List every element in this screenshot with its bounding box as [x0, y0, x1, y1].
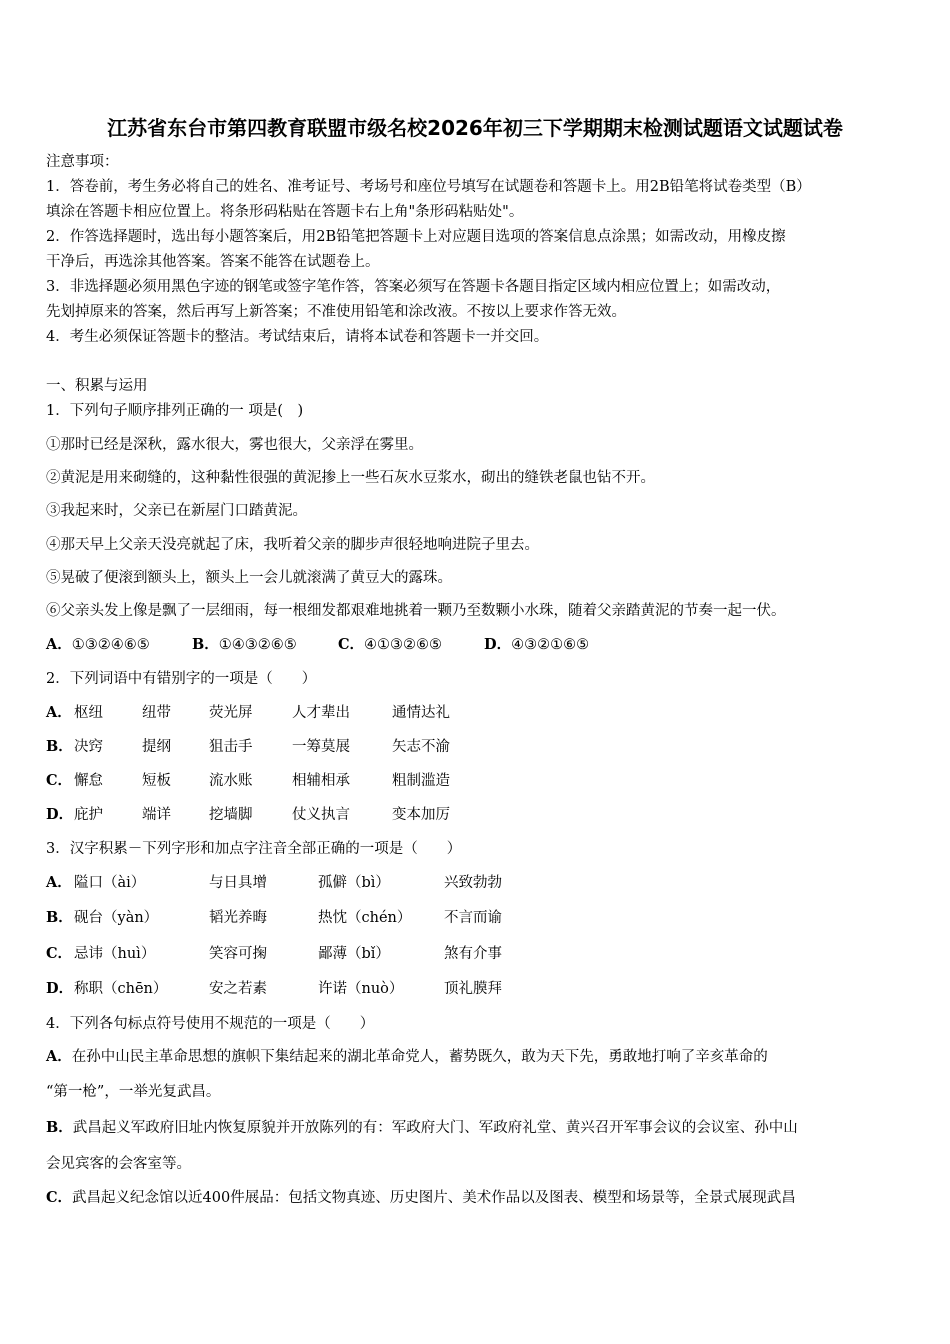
question-stem: 1．下列句子顺序排列正确的一 项是( ) [46, 403, 304, 419]
word: 安之若素 [209, 981, 267, 997]
page-title: 江苏省东台市第四教育联盟市级名校2026年初三下学期期末检测试题语文试题试卷 [107, 116, 843, 140]
word: 砚台（yàn） [74, 910, 159, 926]
word: 提纲 [142, 739, 171, 755]
word: 隘口（ài） [74, 875, 146, 891]
option-text: 武昌起义军政府旧址内恢复原貌并开放陈列的有：军政府大门、军政府礼堂、黄兴召开军事会议的会议室、孙中山 [72, 1120, 798, 1136]
word: 韬光养晦 [209, 910, 267, 926]
word: 庇护 [74, 807, 103, 823]
option-letter[interactable]: A． [46, 704, 72, 721]
option-letter: B． [46, 1119, 73, 1136]
word: 矢志不渝 [392, 739, 450, 755]
word: 称职（chēn） [74, 981, 168, 997]
option-letter[interactable]: D． [46, 806, 74, 823]
word: 与日具增 [209, 875, 267, 891]
word: 顶礼膜拜 [444, 981, 502, 997]
option[interactable] [46, 1047, 768, 1067]
option-letter: A． [46, 636, 72, 653]
word: 兴致勃勃 [444, 875, 502, 891]
word: 热忱（chén） [318, 910, 412, 926]
sentence: ③我起来时，父亲已在新屋门口踏黄泥。 [46, 503, 307, 519]
question-stem: 3．汉字积累－下列字形和加点字注音全部正确的一项是（ ） [46, 841, 462, 857]
sentence: ⑥父亲头发上像是飘了一层细雨，每一根细发都艰难地挑着一颗乃至数颗小水珠，随着父亲踏黄泥的节奏一起一伏。 [46, 603, 786, 619]
option-letter[interactable]: B． [46, 909, 73, 926]
word: 孤僻（bì） [318, 875, 390, 891]
word: 一筹莫展 [292, 739, 350, 755]
word: 通情达礼 [392, 705, 450, 721]
option-letter: D． [484, 636, 512, 653]
option-letter[interactable]: C． [46, 945, 73, 962]
word: 粗制滥造 [392, 773, 450, 789]
section-heading: 一、积累与运用 [46, 378, 148, 394]
word: 鄙薄（bǐ） [318, 946, 390, 962]
option-text-continued: “第一枪”，一举光复武昌。 [46, 1084, 221, 1100]
word: 人才辈出 [292, 705, 350, 721]
word: 狙击手 [209, 739, 253, 755]
option-text: ④①③②⑥⑤ [364, 637, 443, 653]
sentence: ④那天早上父亲天没亮就起了床，我听着父亲的脚步声很轻地响进院子里去。 [46, 537, 539, 553]
option-letter[interactable]: C． [46, 772, 73, 789]
word: 枢纽 [74, 705, 103, 721]
sentence: ①那时已经是深秋，露水很大，雾也很大，父亲浮在雾里。 [46, 437, 423, 453]
word: 仗义执言 [292, 807, 350, 823]
word: 纽带 [142, 705, 171, 721]
word: 煞有介事 [444, 946, 502, 962]
notice-line: 3．非选择题必须用黑色字迹的钢笔或签字笔作答，答案必须写在答题卡各题目指定区域内相应位置上；如需改动， [46, 279, 781, 295]
word: 挖墙脚 [209, 807, 253, 823]
word: 端详 [142, 807, 171, 823]
word: 笑容可掬 [209, 946, 267, 962]
word: 决窍 [74, 739, 103, 755]
word: 流水账 [209, 773, 253, 789]
word: 相辅相承 [292, 773, 350, 789]
option-text: 在孙中山民主革命思想的旗帜下集结起来的湖北革命党人，蓄势既久，敢为天下先，勇敢地打响了辛亥革命的 [71, 1049, 768, 1065]
word: 不言而谕 [444, 910, 502, 926]
word: 忌讳（huì） [74, 946, 156, 962]
option-text: 武昌起义纪念馆以近400件展品：包括文物真迹、历史图片、美术作品以及图表、模型和场景等，全景式展现武昌 [72, 1190, 796, 1206]
option-letter: C． [338, 636, 365, 653]
option-text: ①④③②⑥⑤ [218, 637, 297, 653]
notice-line: 填涂在答题卡相应位置上。将条形码粘贴在答题卡右上角"条形码粘贴处"。 [46, 204, 524, 220]
word: 变本加厉 [392, 807, 450, 823]
notice-line: 2．作答选择题时，选出每小题答案后，用2B铅笔把答题卡上对应题目选项的答案信息点涂黑；如需改动，用橡皮擦 [46, 229, 786, 245]
option-letter[interactable]: A． [46, 874, 72, 891]
option-text: ④③②①⑥⑤ [511, 637, 590, 653]
option[interactable] [46, 1118, 798, 1138]
option-letter: B． [192, 636, 219, 653]
sentence: ⑤晃破了便滚到额头上，额头上一会儿就滚满了黄豆大的露珠。 [46, 570, 452, 586]
question-stem: 4．下列各句标点符号使用不规范的一项是（ ） [46, 1016, 375, 1032]
notice-line: 干净后，再选涂其他答案。答案不能答在试题卷上。 [46, 254, 380, 270]
notice-line: 4．考生必须保证答题卡的整洁。考试结束后，请将本试卷和答题卡一并交回。 [46, 329, 549, 345]
notice-line: 先划掉原来的答案，然后再写上新答案；不准使用铅笔和涂改液。不按以上要求作答无效。 [46, 304, 626, 320]
word: 懈怠 [74, 773, 103, 789]
option[interactable] [46, 635, 150, 655]
option-text: ①③②④⑥⑤ [71, 637, 150, 653]
word: 荧光屏 [209, 705, 253, 721]
option[interactable] [484, 635, 589, 655]
option-letter[interactable]: B． [46, 738, 73, 755]
sentence: ②黄泥是用来砌缝的，这种黏性很强的黄泥掺上一些石灰水豆浆水，砌出的缝铁老鼠也钻不开。 [46, 470, 655, 486]
option-letter[interactable]: D． [46, 980, 74, 997]
option-letter: A． [46, 1048, 72, 1065]
word: 许诺（nuò） [318, 981, 404, 997]
word: 短板 [142, 773, 171, 789]
option-letter: C． [46, 1189, 73, 1206]
option[interactable] [338, 635, 442, 655]
option[interactable] [46, 1188, 796, 1208]
notice-line: 1．答卷前，考生务必将自己的姓名、准考证号、考场号和座位号填写在试题卷和答题卡上。用2B铅笔将试卷类型（B） [46, 179, 811, 195]
notice-heading: 注意事项： [46, 154, 119, 170]
question-stem: 2．下列词语中有错别字的一项是（ ） [46, 671, 317, 687]
option-text-continued: 会见宾客的会客室等。 [46, 1156, 191, 1172]
option[interactable] [192, 635, 297, 655]
